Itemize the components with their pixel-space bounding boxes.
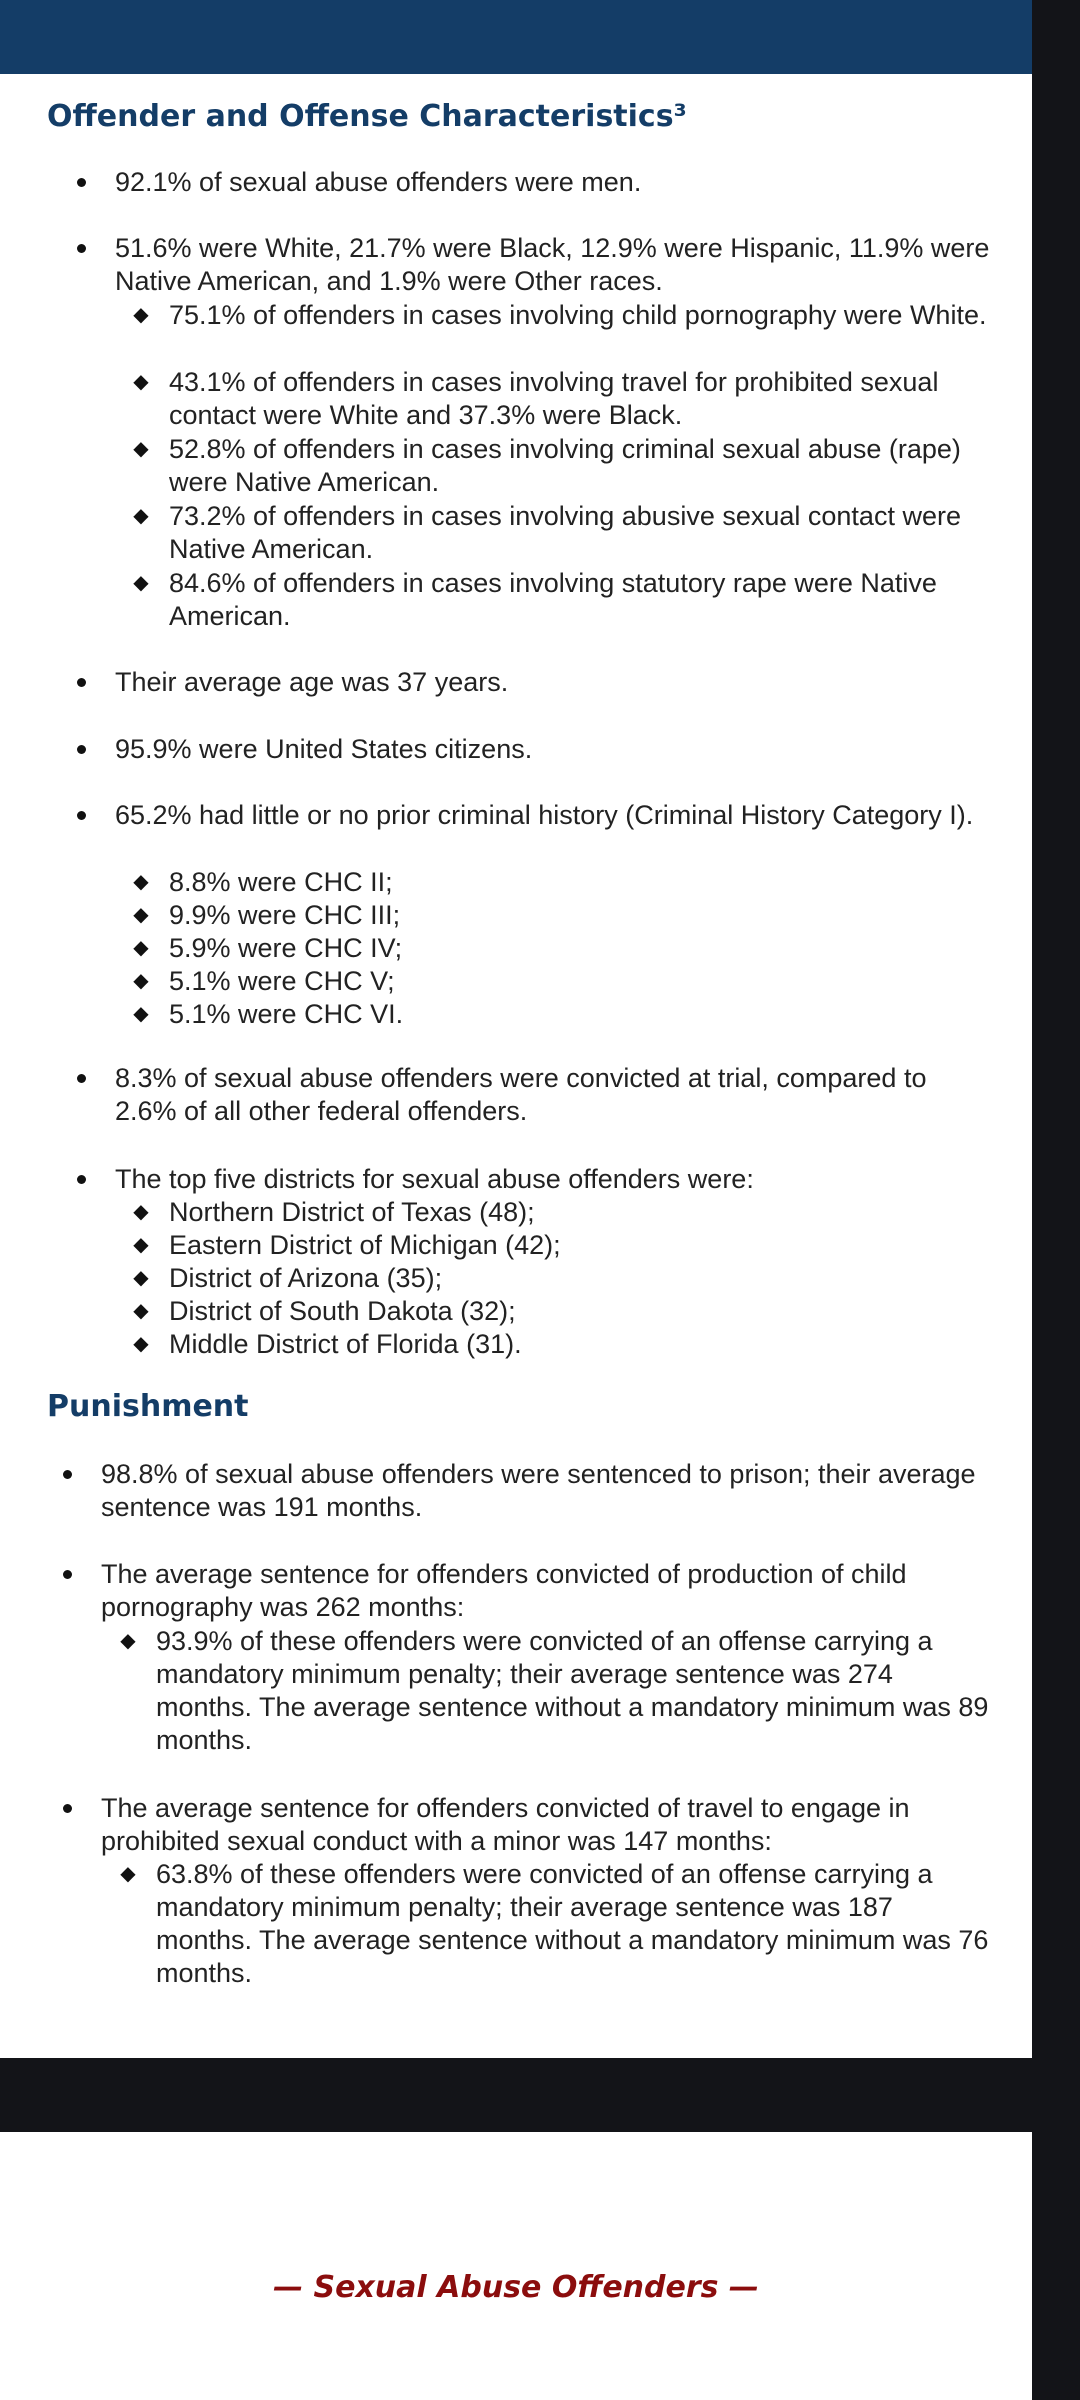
offender-bullet-6: 8.3% of sexual abuse offenders were convicted at trial, compared to 2.6% of all other federal offenders.: [115, 1062, 995, 1128]
punishment-bullet-3-sub-1: ◆ 63.8% of these offenders were convicted of an offense carrying a mandatory minimum penalty; their average sentence was 187 months. The average sentence without a mandatory minimum was 76 months.: [156, 1858, 996, 1990]
diamond-bullet-icon: ◆: [133, 438, 149, 460]
bullet-icon: [60, 166, 115, 199]
offender-bullet-2-sub-2: ◆ 43.1% of offenders in cases involving travel for prohibited sexual contact were White and 37.3% were Black.: [169, 366, 995, 432]
diamond-bullet-icon: ◆: [120, 1630, 136, 1652]
next-page: [0, 2132, 1032, 2400]
offender-characteristics-heading: Offender and Offense Characteristics³: [47, 99, 687, 134]
diamond-bullet-icon: ◆: [133, 871, 149, 893]
offender-bullet-2-sub-3: ◆ 52.8% of offenders in cases involving criminal sexual abuse (rape) were Native American.: [169, 433, 995, 499]
diamond-bullet-icon: ◆: [133, 1234, 149, 1256]
right-edge-strip: [1032, 0, 1080, 2400]
page-gap: [0, 2058, 1032, 2132]
punishment-bullet-3: The average sentence for offenders convicted of travel to engage in prohibited sexual conduct with a minor was 147 months:: [101, 1792, 991, 1858]
bullet-icon: [60, 666, 115, 699]
diamond-bullet-icon: ◆: [133, 970, 149, 992]
bullet-icon: [60, 1062, 115, 1095]
punishment-heading: Punishment: [47, 1389, 249, 1424]
offender-bullet-7-sub-4: ◆ District of South Dakota (32);: [169, 1295, 995, 1328]
diamond-bullet-icon: ◆: [133, 1300, 149, 1322]
offender-bullet-2-sub-4: ◆ 73.2% of offenders in cases involving abusive sexual contact were Native American.: [169, 500, 995, 566]
offender-bullet-5-sub-4: ◆ 5.1% were CHC V;: [169, 965, 995, 998]
diamond-bullet-icon: ◆: [133, 937, 149, 959]
diamond-bullet-icon: ◆: [133, 572, 149, 594]
offender-bullet-5-sub-5: ◆ 5.1% were CHC VI.: [169, 998, 995, 1031]
offender-bullet-7-sub-5: ◆ Middle District of Florida (31).: [169, 1328, 995, 1361]
offender-bullet-2-sub-1: ◆ 75.1% of offenders in cases involving child pornography were White.: [169, 299, 995, 332]
diamond-bullet-icon: ◆: [133, 1201, 149, 1223]
offender-bullet-7-sub-1: ◆ Northern District of Texas (48);: [169, 1196, 995, 1229]
punishment-bullet-2-sub-1: ◆ 93.9% of these offenders were convicted of an offense carrying a mandatory minimum penalty; their average sentence was 274 months. The average sentence without a mandatory minimum was 89 months.: [156, 1625, 996, 1757]
diamond-bullet-icon: ◆: [120, 1863, 136, 1885]
bullet-icon: [46, 1558, 101, 1591]
offender-bullet-5-sub-2: ◆ 9.9% were CHC III;: [169, 899, 995, 932]
bullet-icon: [60, 733, 115, 766]
offender-bullet-7-sub-2: ◆ Eastern District of Michigan (42);: [169, 1229, 995, 1262]
diamond-bullet-icon: ◆: [133, 371, 149, 393]
offender-bullet-4: 95.9% were United States citizens.: [115, 733, 995, 766]
offender-bullet-5-sub-1: ◆ 8.8% were CHC II;: [169, 866, 995, 899]
diamond-bullet-icon: ◆: [133, 1003, 149, 1025]
offender-bullet-3: Their average age was 37 years.: [115, 666, 995, 699]
diamond-bullet-icon: ◆: [133, 304, 149, 326]
bullet-icon: [60, 232, 115, 265]
offender-bullet-2-sub-5: ◆ 84.6% of offenders in cases involving statutory rape were Native American.: [169, 567, 995, 633]
offender-bullet-7-sub-3: ◆ District of Arizona (35);: [169, 1262, 995, 1295]
punishment-bullet-2: The average sentence for offenders convicted of production of child pornography was 262 months:: [101, 1558, 991, 1624]
punishment-bullet-1: 98.8% of sexual abuse offenders were sentenced to prison; their average sentence was 191 months.: [101, 1458, 991, 1524]
bullet-icon: [60, 799, 115, 832]
offender-bullet-5: 65.2% had little or no prior criminal history (Criminal History Category I).: [115, 799, 995, 832]
offender-bullet-1: 92.1% of sexual abuse offenders were men.: [115, 166, 995, 199]
diamond-bullet-icon: ◆: [133, 1333, 149, 1355]
diamond-bullet-icon: ◆: [133, 904, 149, 926]
bullet-icon: [60, 1163, 115, 1196]
diamond-bullet-icon: ◆: [133, 505, 149, 527]
diamond-bullet-icon: ◆: [133, 1267, 149, 1289]
bullet-icon: [46, 1458, 101, 1491]
bullet-icon: [46, 1792, 101, 1825]
page-header-bar: [0, 0, 1032, 74]
offender-bullet-2: 51.6% were White, 21.7% were Black, 12.9% were Hispanic, 11.9% were Native American, and 1.9% were Other races.: [115, 232, 995, 298]
offender-bullet-7: The top five districts for sexual abuse offenders were:: [115, 1163, 995, 1196]
offender-bullet-5-sub-3: ◆ 5.9% were CHC IV;: [169, 932, 995, 965]
section-footer-title: — Sexual Abuse Offenders —: [273, 2270, 759, 2305]
